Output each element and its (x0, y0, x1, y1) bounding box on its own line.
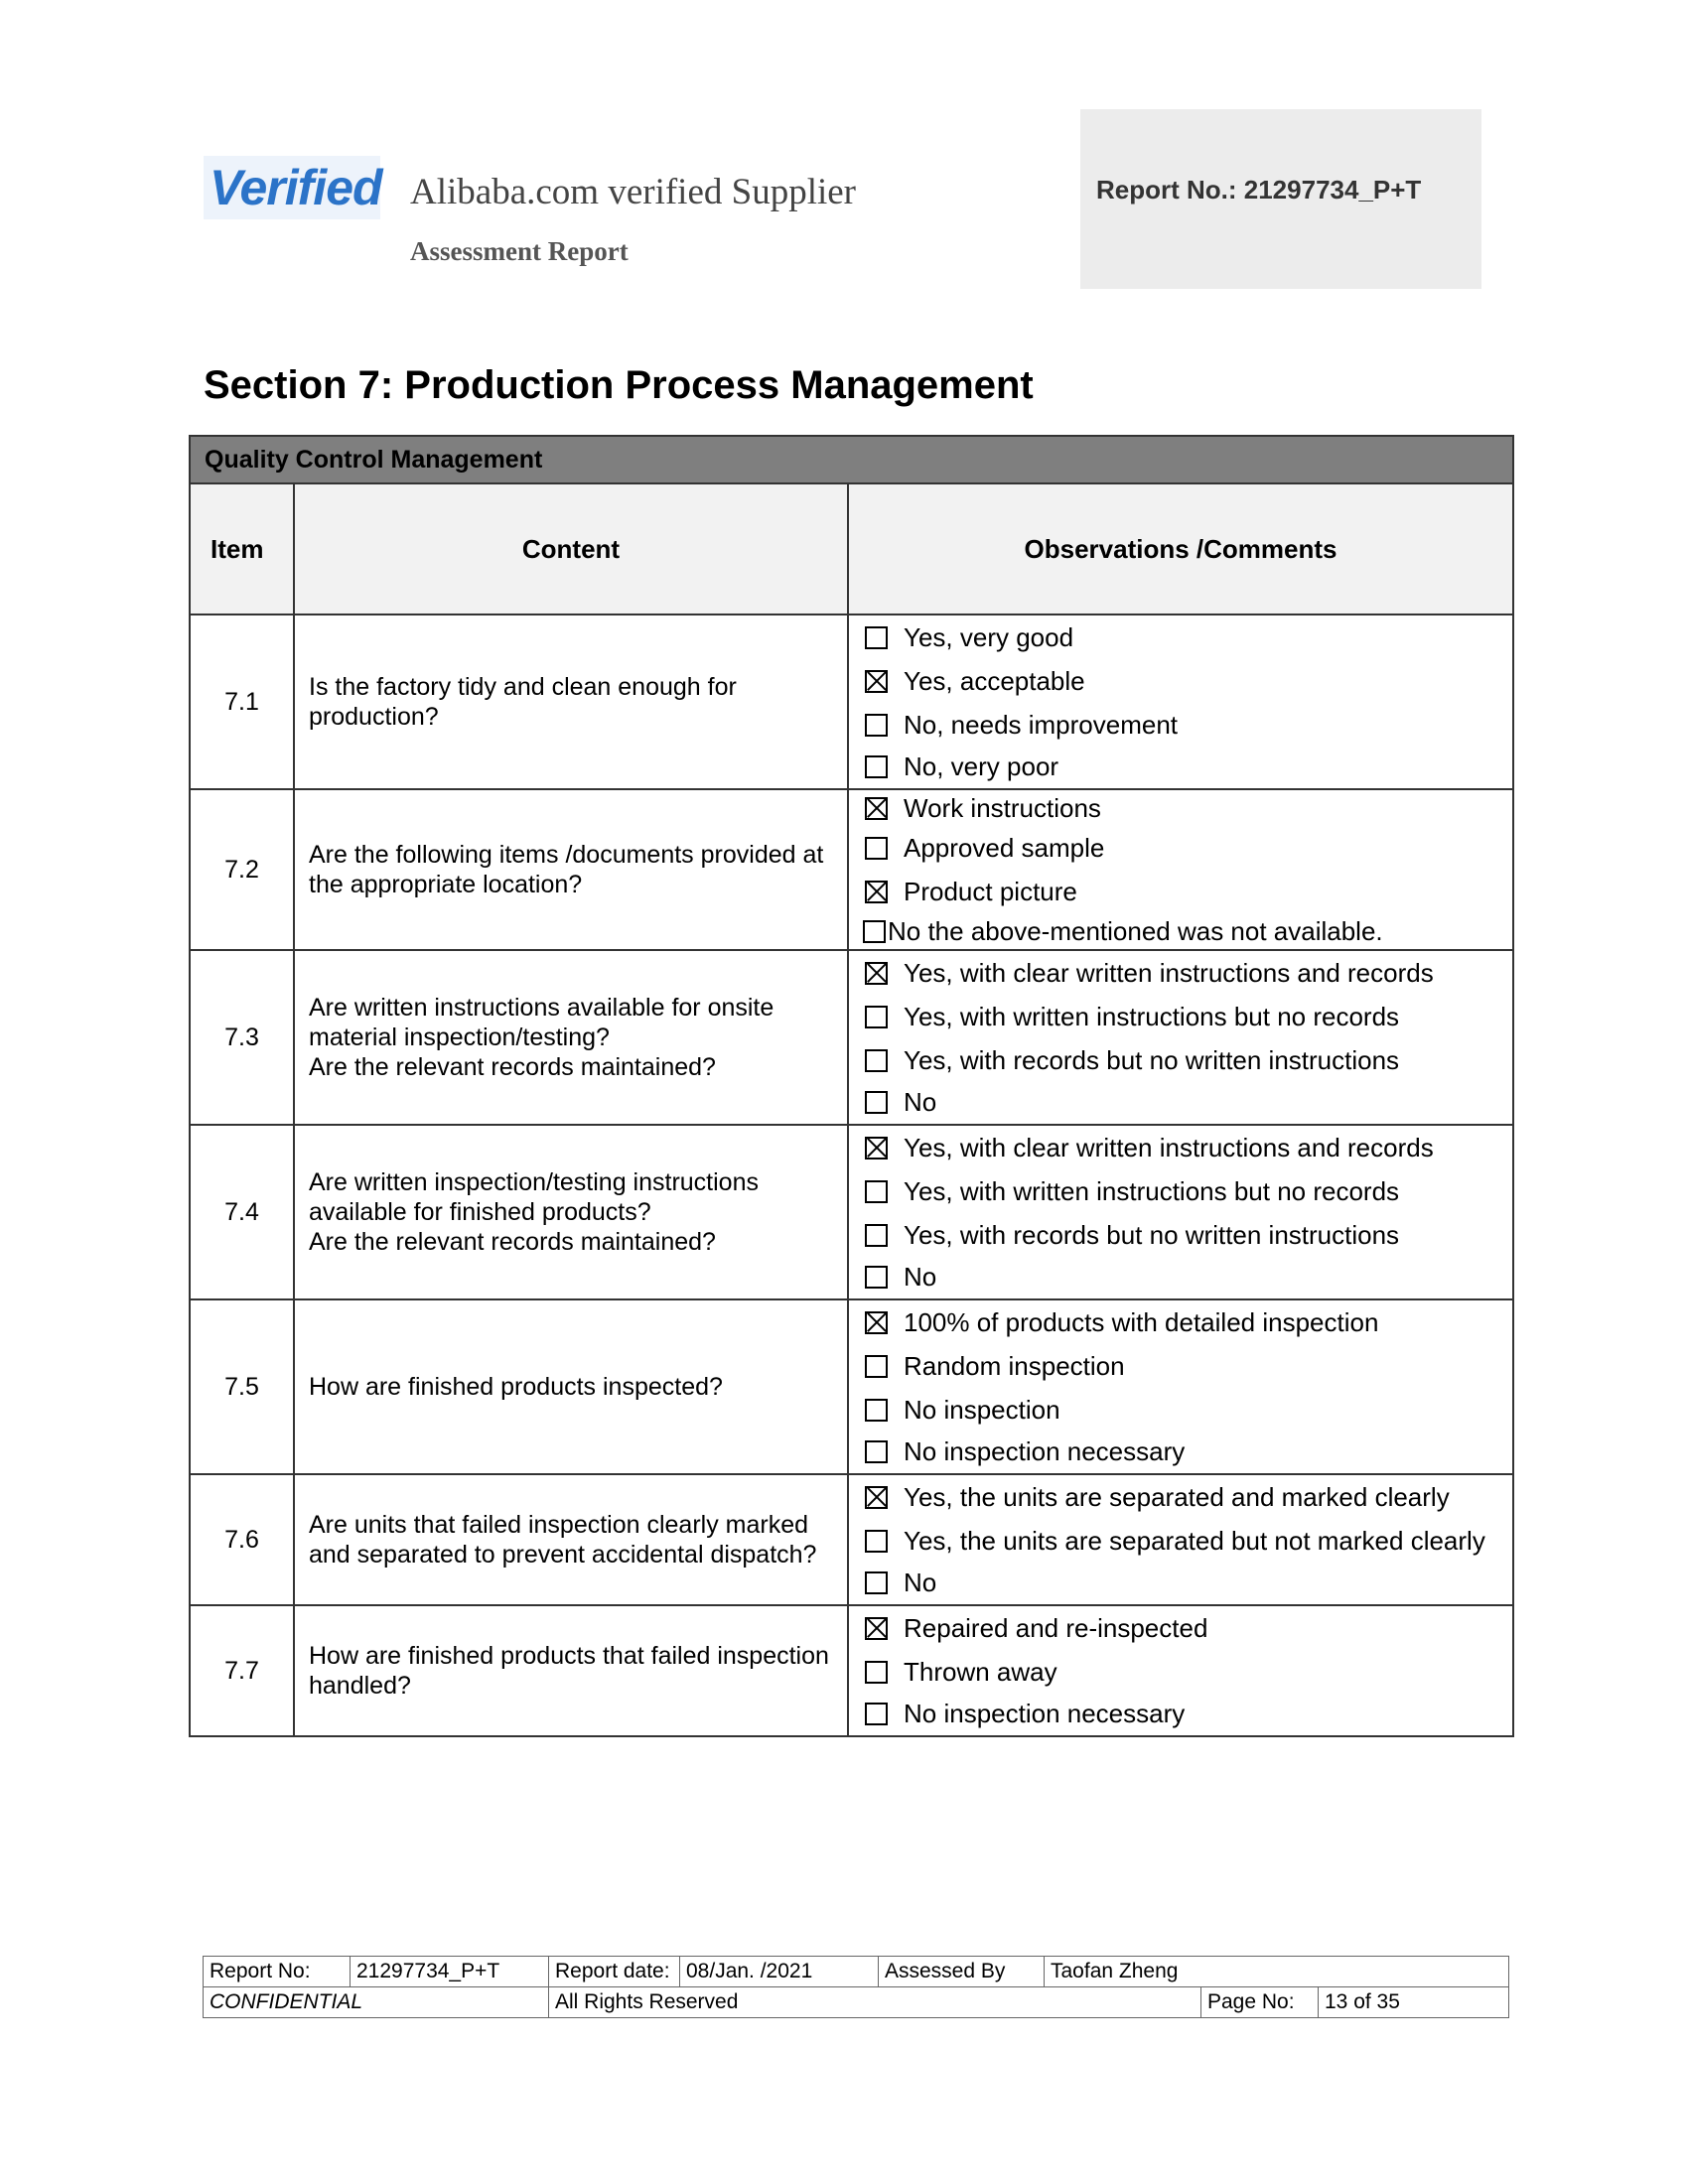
checkbox-option[interactable] (849, 1169, 1512, 1213)
item-number: 7.4 (190, 1125, 294, 1299)
checkbox-option[interactable] (849, 1038, 1512, 1082)
checkbox-label: No (904, 1262, 937, 1292)
checkbox-label: Thrown away (904, 1657, 1057, 1687)
table-row (190, 1605, 1513, 1736)
checkbox-label: Yes, very good (904, 622, 1074, 652)
observation-options (848, 789, 1513, 950)
question-text: Are written instructions available for onsite material inspection/testing? Are the relevant records maintained? (294, 950, 848, 1125)
footer-report-date-label: Report date: (549, 1957, 680, 1987)
footer-table (203, 1956, 1509, 2018)
checked-checkbox-icon[interactable] (865, 670, 888, 693)
checkbox-label: Product picture (904, 877, 1077, 906)
checkbox-option[interactable] (849, 1126, 1512, 1169)
checkbox-option[interactable] (849, 1257, 1512, 1297)
question-text: How are finished products inspected? (294, 1299, 848, 1474)
table-body (190, 614, 1513, 1736)
checkbox-option[interactable] (849, 747, 1512, 786)
checkbox-label: No (904, 1087, 937, 1117)
checkbox-label: Random inspection (904, 1351, 1125, 1381)
checkbox-option[interactable] (849, 1563, 1512, 1602)
checkbox-label: No, very poor (904, 751, 1059, 781)
checkbox-option[interactable] (849, 1388, 1512, 1432)
report-number-box (1080, 109, 1481, 289)
observation-options (848, 614, 1513, 789)
unchecked-checkbox-icon[interactable] (865, 626, 888, 649)
question-text: Are the following items /documents provided at the appropriate location? (294, 789, 848, 950)
checkbox-label: No the above-mentioned was not available. (888, 916, 1383, 946)
footer-rights: All Rights Reserved (549, 1987, 1201, 2018)
table-row (190, 789, 1513, 950)
checkbox-label: No inspection (904, 1395, 1060, 1425)
checkbox-label: 100% of products with detailed inspection (904, 1307, 1379, 1337)
table-row (190, 1474, 1513, 1605)
table-row (190, 1125, 1513, 1299)
unchecked-checkbox-icon[interactable] (865, 1703, 888, 1725)
column-header-item: Item (190, 483, 294, 614)
checkbox-option[interactable] (849, 615, 1512, 659)
unchecked-checkbox-icon[interactable] (865, 1180, 888, 1203)
item-number: 7.5 (190, 1299, 294, 1474)
checkbox-option[interactable] (849, 1475, 1512, 1519)
checkbox-label: Yes, with written instructions but no records (904, 1002, 1400, 1031)
checkbox-option[interactable] (849, 1606, 1512, 1650)
checkbox-option[interactable] (849, 1432, 1512, 1471)
footer-assessed-by: Taofan Zheng (1045, 1957, 1509, 1987)
checkbox-option[interactable] (849, 659, 1512, 703)
checkbox-label: Approved sample (904, 833, 1105, 863)
checkbox-option[interactable] (849, 1082, 1512, 1122)
column-header-content: Content (294, 483, 848, 614)
checkbox-label: Yes, with records but no written instructions (904, 1045, 1400, 1075)
unchecked-checkbox-icon[interactable] (865, 1224, 888, 1247)
unchecked-checkbox-icon[interactable] (865, 1440, 888, 1463)
checkbox-label: Yes, the units are separated and marked clearly (904, 1482, 1450, 1512)
unchecked-checkbox-icon[interactable] (865, 837, 888, 860)
checkbox-label: Repaired and re-inspected (904, 1613, 1208, 1643)
item-number: 7.7 (190, 1605, 294, 1736)
footer-page: 13 of 35 (1319, 1987, 1509, 2018)
checkbox-option[interactable] (849, 790, 1512, 826)
unchecked-checkbox-icon[interactable] (865, 1006, 888, 1028)
checked-checkbox-icon[interactable] (865, 797, 888, 820)
checkbox-option[interactable] (849, 1519, 1512, 1563)
checkbox-option[interactable] (849, 1650, 1512, 1694)
checkbox-label: Yes, the units are separated but not marked clearly (904, 1526, 1485, 1556)
observation-options (848, 1125, 1513, 1299)
footer-confidential: CONFIDENTIAL (204, 1987, 549, 2018)
unchecked-checkbox-icon[interactable] (865, 1049, 888, 1072)
unchecked-checkbox-icon[interactable] (865, 1355, 888, 1378)
unchecked-checkbox-icon[interactable] (865, 1399, 888, 1422)
report-subtitle: Assessment Report (410, 236, 629, 266)
checked-checkbox-icon[interactable] (865, 881, 888, 903)
checked-checkbox-icon[interactable] (865, 1311, 888, 1334)
footer-report-no: 21297734_P+T (351, 1957, 549, 1987)
report-number: Report No.: 21297734_P+T (1096, 175, 1422, 205)
checkbox-label: No inspection necessary (904, 1436, 1186, 1466)
checkbox-label: No (904, 1568, 937, 1597)
checkbox-option[interactable] (849, 913, 1512, 949)
footer-report-date: 08/Jan. /2021 (680, 1957, 879, 1987)
checkbox-option[interactable] (849, 870, 1512, 913)
observation-options (848, 950, 1513, 1125)
table-band-title: Quality Control Management (190, 436, 1513, 483)
unchecked-checkbox-icon[interactable] (865, 1571, 888, 1594)
verified-logo: Verified (204, 156, 380, 219)
unchecked-checkbox-icon[interactable] (865, 1266, 888, 1289)
question-text: Is the factory tidy and clean enough for production? (294, 614, 848, 789)
checked-checkbox-icon[interactable] (865, 962, 888, 985)
checkbox-label: Yes, with clear written instructions and records (904, 1133, 1434, 1162)
section-title: Section 7: Production Process Management (204, 363, 1034, 407)
checkbox-label: No inspection necessary (904, 1699, 1186, 1728)
item-number: 7.3 (190, 950, 294, 1125)
unchecked-checkbox-icon[interactable] (863, 920, 886, 943)
observation-options (848, 1474, 1513, 1605)
item-number: 7.6 (190, 1474, 294, 1605)
checkbox-label: Yes, with clear written instructions and records (904, 958, 1434, 988)
table-row (190, 1299, 1513, 1474)
brand-title: Alibaba.com verified Supplier (410, 172, 857, 212)
checkbox-label: Yes, acceptable (904, 666, 1085, 696)
checked-checkbox-icon[interactable] (865, 1617, 888, 1640)
checkbox-option[interactable] (849, 826, 1512, 870)
unchecked-checkbox-icon[interactable] (865, 755, 888, 778)
footer-assessed-by-label: Assessed By (879, 1957, 1045, 1987)
checkbox-label: No, needs improvement (904, 710, 1179, 740)
unchecked-checkbox-icon[interactable] (865, 1091, 888, 1114)
checkbox-label: Yes, with records but no written instructions (904, 1220, 1400, 1250)
checkbox-option[interactable] (849, 1694, 1512, 1733)
checkbox-label: Work instructions (904, 793, 1101, 823)
observation-options (848, 1605, 1513, 1736)
column-header-observations: Observations /Comments (848, 483, 1513, 614)
item-number: 7.1 (190, 614, 294, 789)
footer-page-label: Page No: (1201, 1987, 1319, 2018)
question-text: How are finished products that failed inspection handled? (294, 1605, 848, 1736)
footer-report-no-label: Report No: (204, 1957, 351, 1987)
question-text: Are written inspection/testing instructions available for finished products? Are the relevant records maintained? (294, 1125, 848, 1299)
item-number: 7.2 (190, 789, 294, 950)
unchecked-checkbox-icon[interactable] (865, 1661, 888, 1684)
checkbox-label: Yes, with written instructions but no records (904, 1176, 1400, 1206)
checkbox-option[interactable] (849, 1213, 1512, 1257)
checkbox-option[interactable] (849, 703, 1512, 747)
checkbox-option[interactable] (849, 1344, 1512, 1388)
checked-checkbox-icon[interactable] (865, 1486, 888, 1509)
table-row (190, 950, 1513, 1125)
checkbox-option[interactable] (849, 995, 1512, 1038)
question-text: Are units that failed inspection clearly marked and separated to prevent accidental dispatch? (294, 1474, 848, 1605)
observation-options (848, 1299, 1513, 1474)
checkbox-option[interactable] (849, 951, 1512, 995)
unchecked-checkbox-icon[interactable] (865, 1530, 888, 1553)
checked-checkbox-icon[interactable] (865, 1137, 888, 1160)
unchecked-checkbox-icon[interactable] (865, 714, 888, 737)
table-row (190, 614, 1513, 789)
quality-control-table (189, 435, 1514, 1737)
checkbox-option[interactable] (849, 1300, 1512, 1344)
